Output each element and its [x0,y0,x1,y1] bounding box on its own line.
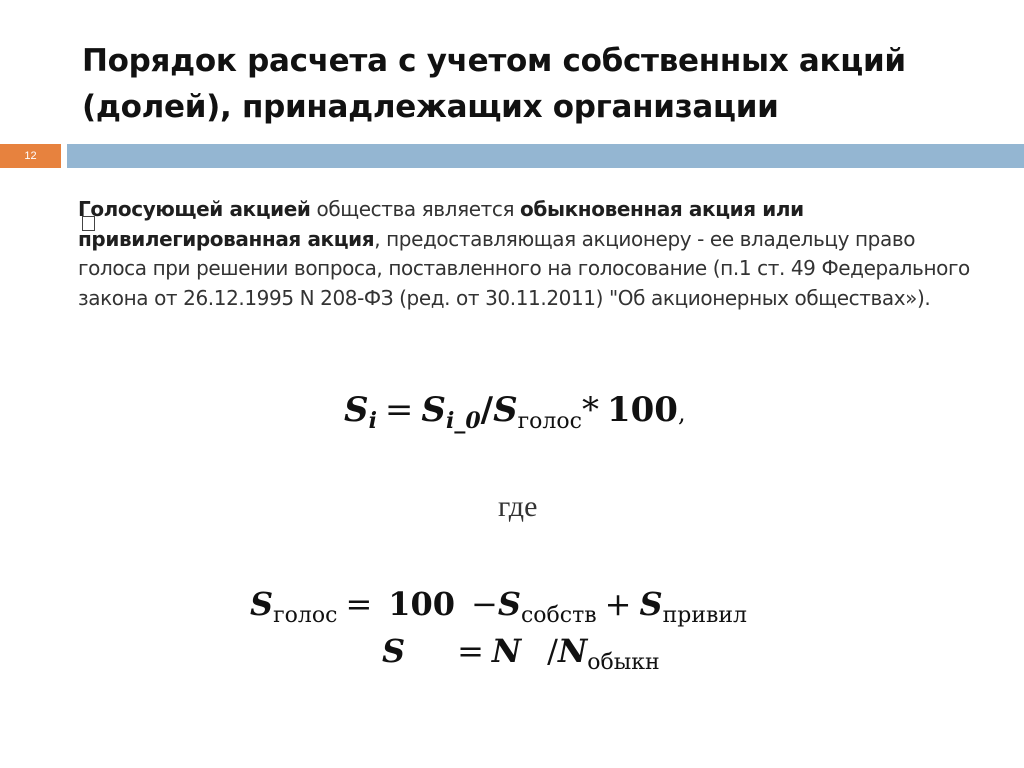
slide-title-line-2: (долей), принадлежащих организации [82,89,779,125]
f1-lhs-sub: i [368,408,377,434]
f1-star: * [581,390,599,430]
formula-voting-shares [250,585,748,628]
f1-term1-sub: i_0 [445,408,481,434]
definition-text-1: общества является [310,197,521,221]
f1-lhs: S [344,390,369,430]
title-bar [67,144,1024,168]
f2-term2: S [639,585,663,623]
definition-paragraph [78,195,988,313]
slide-title [82,38,982,130]
f2-number: 100 [388,585,456,623]
f1-term2: S [493,390,518,430]
f3-eq: = [457,632,484,670]
f1-eq: = [384,390,414,430]
slide-title-line-1: Порядок расчета с учетом собственных акций [82,43,906,79]
f1-term1: S [421,390,446,430]
f3-lhs: S [382,632,406,670]
f1-term2-sub: голос [517,409,582,434]
definition-text-2: , предоставляющая акционеру - ее владельцу право голоса при решении вопроса, поставленного на голосование (п.1 ст. 49 Федерального закона от 26.12.1995 N 208-ФЗ (ред. от 30.11.2011) "Об акционерных обществах»). [78,226,970,310]
f2-lhs: S [250,585,274,623]
f1-number: 100 [606,390,678,430]
f3-term2: N [557,632,588,670]
f3-slash: / [547,632,558,670]
where-label: где [498,490,538,523]
f2-minus: − [471,585,498,623]
f3-term1: N [491,632,522,670]
formula-share-percent [344,390,686,434]
definition-term: Голосующей акцией [78,197,311,221]
f2-term1-sub: собств [520,603,597,628]
f2-plus: + [604,585,632,623]
f2-term1: S [497,585,521,623]
f2-lhs-sub: голос [273,603,338,628]
f1-trail: , [677,399,686,427]
definition-share-types: обыкновенная акция или привилегированная акция [78,197,804,251]
formula-own-shares [382,632,660,675]
f2-term2-sub: привил [662,603,748,628]
f2-eq: = [345,585,373,623]
f3-term2-sub: обыкн [587,650,660,675]
slide-number: 12 [0,144,61,168]
title-divider [0,144,1024,168]
f1-slash: / [480,390,494,430]
